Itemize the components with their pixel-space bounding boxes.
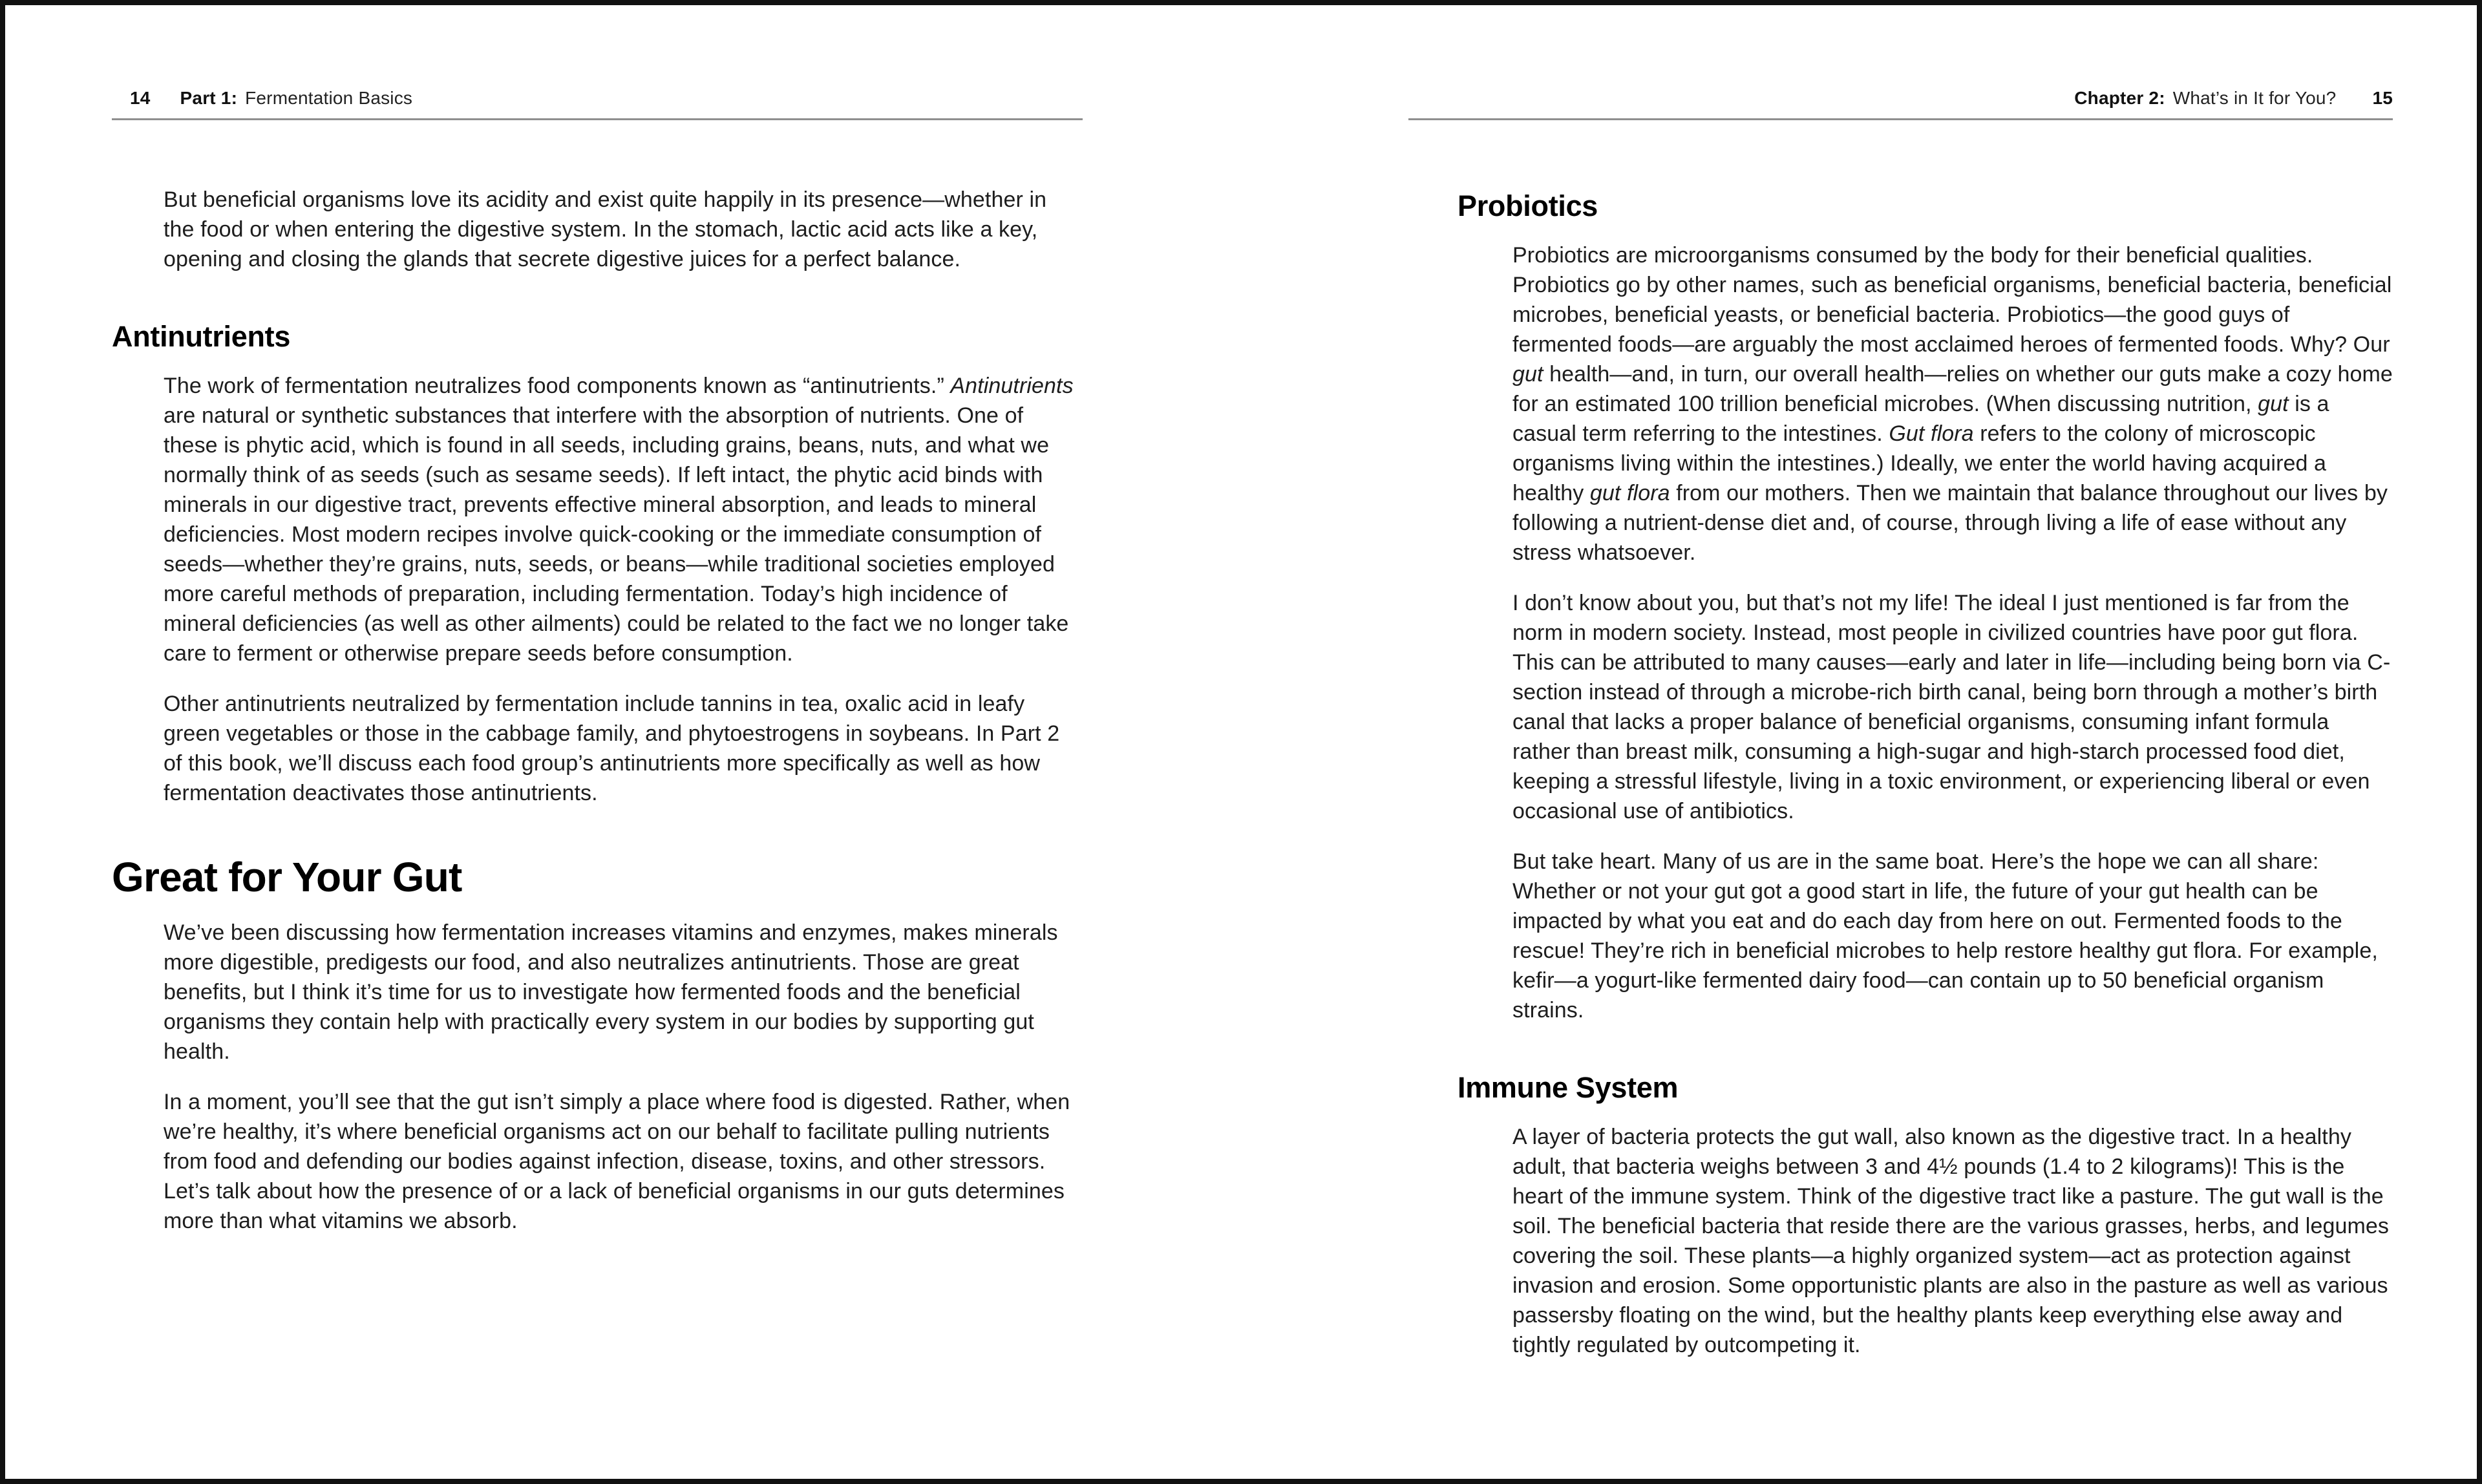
part-title: Fermentation Basics <box>245 88 413 108</box>
heading-antinutrients: Antinutrients <box>112 320 291 353</box>
immune-paragraph-1: A layer of bacteria protects the gut wall, also known as the digestive tract. In a healthy adult, that bacteria weighs between 3 and 4½ pounds (1.4 to 2 kilograms)! This is the heart of the immune system. Think of the digestive tract like a pasture. The gut wall is the soil. The beneficial bacteria that reside there are the various grasses, herbs, and legumes covering the soil. These plants—a highly organized system—act as protection against invasion and erosion. Some opportunistic plants are also in the pasture as well as various passersby floating on the wind, but the healthy plants keep everything else away and tightly regulated by outcompeting it. <box>1512 1125 2390 1357</box>
intro-paragraph: But beneficial organisms love its acidity and exist quite happily in its presence—whether in the food or when entering the digestive system. In the stomach, lactic acid acts like a key, opening and closing the glands that secrete digestive juices for a perfect balance. <box>164 187 1047 271</box>
heading-immune-system: Immune System <box>1458 1071 1679 1104</box>
great-gut-paragraph-1: We’ve been discussing how fermentation increases vitamins and enzymes, makes minerals more digestible, predigests our food, and also neutralizes antinutrients. Those are great benefits, but I think it’s time for us to investigate how fermented foods and the beneficial organisms they contain help with practically every system in our bodies by supporting gut health. <box>164 920 1058 1064</box>
antinutrients-paragraph-1: The work of fermentation neutralizes food components known as “antinutrients.” Antinutrients are natural or synthetic substances that interfere with the absorption of nutrients. One of these is phytic acid, which is found in all seeds, including grains, beans, nuts, and what we normally think of as seeds (such as sesame seeds). If left intact, the phytic acid binds with minerals in our digestive tract, prevents effective mineral absorption, and leads to mineral deficiencies. Most modern recipes involve quick-cooking or the immediate consumption of seeds—whether they’re grains, nuts, seeds, or beans—while traditional societies employed more careful methods of preparation, including fermentation. Today’s high incidence of mineral deficiencies (as well as other ailments) could be related to the fact we no longer take care to ferment or otherwise prepare seeds before consumption. <box>164 374 1074 666</box>
header-rule-right <box>1408 118 2393 120</box>
probiotics-paragraph-3: But take heart. Many of us are in the same boat. Here’s the hope we can all share: Whether or not your gut got a good start in life, the future of your gut health can be impacted by what you eat and do each day from here on out. Fermented foods to the rescue! They’re rich in beneficial microbes to help restore healthy gut flora. For example, kefir—a yogurt-like fermented dairy food—can contain up to 50 beneficial organism strains. <box>1512 849 2378 1023</box>
chapter-label: Chapter 2: <box>2074 88 2165 108</box>
page-left <box>5 5 1241 1479</box>
probiotics-paragraph-1: Probiotics are microorganisms consumed by the body for their beneficial qualities. Probiotics go by other names, such as beneficial organisms, beneficial bacteria, beneficial microbes, beneficial yeasts, or beneficial bacteria. Probiotics—the good guys of fermented foods—are arguably the most acclaimed heroes of fermented foods. Why? Our gut health—and, in turn, our overall health—relies on whether our guts make a cozy home for an estimated 100 trillion beneficial microbes. (When discussing nutrition, gut is a casual term referring to the intestines. Gut flora refers to the colony of microscopic organisms living within the intestines.) Ideally, we enter the world having acquired a healthy gut flora from our mothers. Then we maintain that balance throughout our lives by following a nutrient-dense diet and, of course, through living a life of ease without any stress whatsoever. <box>1512 243 2393 565</box>
running-head-left <box>112 88 1083 109</box>
running-head-right <box>1408 88 2393 109</box>
heading-probiotics: Probiotics <box>1458 189 1598 222</box>
heading-great-for-your-gut: Great for Your Gut <box>112 854 462 900</box>
page-right <box>1241 5 2477 1479</box>
antinutrients-paragraph-2: Other antinutrients neutralized by fermentation include tannins in tea, oxalic acid in leafy green vegetables or those in the cabbage family, and phytoestrogens in soybeans. In Part 2 of this book, we’ll discuss each food group’s antinutrients more specifically as well as how fermentation deactivates those antinutrients. <box>164 692 1060 805</box>
chapter-title: What’s in It for You? <box>2172 88 2337 108</box>
great-gut-paragraph-2: In a moment, you’ll see that the gut isn’t simply a place where food is digested. Rather, when we’re healthy, it’s where beneficial organisms act on our behalf to facilitate pulling nutrients from food and defending our bodies against infection, disease, toxins, and other stressors. Let’s talk about how the presence of or a lack of beneficial organisms in our guts determines more than what vitamins we absorb. <box>164 1090 1070 1233</box>
header-rule-left <box>112 118 1083 120</box>
page-number-right: 15 <box>2372 88 2393 108</box>
page-number-left: 14 <box>130 88 151 108</box>
probiotics-paragraph-2: I don’t know about you, but that’s not my life! The ideal I just mentioned is far from the norm in modern society. Instead, most people in civilized countries have poor gut flora. This can be attributed to many causes—early and later in life—including being born via C-section instead of through a microbe-rich birth canal, being born through a mother’s birth canal that lacks a proper balance of beneficial organisms, consuming infant formula rather than breast milk, consuming a high-sugar and high-starch processed food diet, keeping a stressful lifestyle, living in a toxic environment, or experiencing liberal or even occasional use of antibiotics. <box>1512 591 2391 823</box>
part-label: Part 1: <box>180 88 238 108</box>
